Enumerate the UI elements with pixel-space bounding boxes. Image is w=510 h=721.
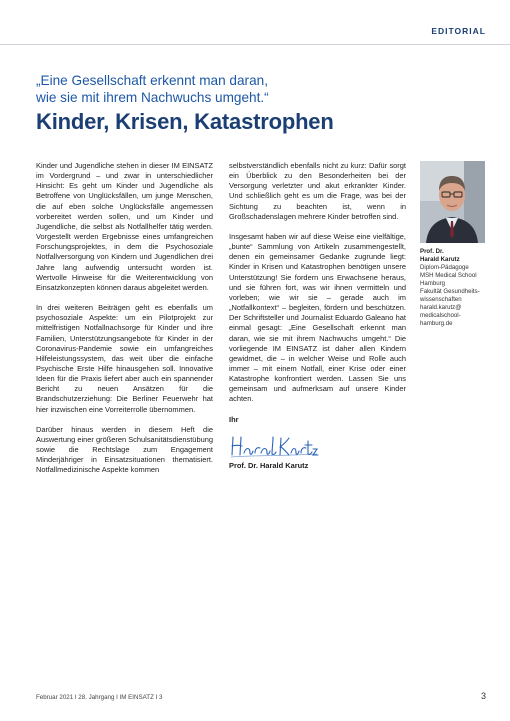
page-number: 3: [480, 691, 486, 701]
closing-greeting: Ihr: [229, 414, 239, 424]
handwritten-signature: [229, 433, 406, 459]
bio-line: MSH Medical School: [420, 272, 477, 279]
paragraph: selbstverständlich ebenfalls nicht zu kurz: Dafür sorgt ein Überblick zu den Besonderheiten bei der Versorgung verletzter und akut erkrankter Kinder. Und schließlich geht es um die Frage, was bei der Sichtung zu beachten ist, wenn in Großschadenslagen mehrere Kinder betroffen sind.: [229, 161, 406, 221]
signature-drawing: [229, 433, 319, 459]
bio-email-line: harald.karutz@: [420, 304, 462, 311]
header-divider: [0, 44, 510, 45]
bio-email-line: hamburg.de: [420, 320, 453, 327]
author-name: Prof. Dr. Harald Karutz: [229, 460, 309, 470]
bio-line: Diplom-Pädagoge: [420, 264, 469, 271]
text-column-2: [229, 161, 406, 471]
pull-quote: [36, 72, 436, 106]
issue-footer: Februar 2021 I 28. Jahrgang I IM EINSATZ I 3: [36, 694, 163, 701]
bio-line: Fakultät Gesundheits-: [420, 288, 480, 295]
paragraph: Insgesamt haben wir auf diese Weise eine vielfältige, „bunte“ Sammlung von Artikeln zusammengestellt, denen ein gemeinsamer Gedanke zugrunde liegt: Kinder in Krisen und Katastrophen benötigen unsere Unterstützung! Sie fordern uns Erwachsene heraus, und sie führen fort, was wir ihnen vermitteln und vorleben; wie wir sie – gerade auch im „Notfallkontext“ – begleiten, fördern und beschützen. Der Schriftsteller und Journalist Eduardo Galeano hat einmal gesagt: „Eine Gesellschaft erkennt man daran, wie sie mit ihrem Nachwuchs umgeht.“ Die vorliegende IM EINSATZ ist daher allen Kindern gewidmet, die – in welcher Weise und Rolle auch immer – mit einem Notfall, einer Krise oder einer Katastrophe konfrontiert werden. Lassen Sie uns gemeinsam und aufmerksam auf unsere Kinder achten.: [229, 231, 406, 404]
bio-line: wissenschaften: [420, 296, 462, 303]
section-label: EDITORIAL: [431, 26, 486, 36]
author-bio: [420, 248, 492, 328]
author-photo: [420, 161, 485, 243]
article-headline: Kinder, Krisen, Katastrophen: [36, 109, 334, 134]
bio-email-line: medicalschool-: [420, 312, 461, 319]
paragraph: Darüber hinaus werden in diesem Heft die Auswertung einer größeren Schulsanitätsdienstübung sowie die Rechtslage zum Engagement Minderjähriger in Einsatzsituationen thematisiert. Notfallmedizinische Aspekte kommen: [36, 424, 213, 475]
pull-quote-line-2: wie sie mit ihrem Nachwuchs umgeht.“: [36, 90, 269, 105]
bio-name-line-2: Harald Karutz: [420, 256, 460, 263]
pull-quote-line-1: „Eine Gesellschaft erkennt man daran,: [36, 73, 268, 88]
paragraph: Kinder und Jugendliche stehen in dieser IM EINSATZ im Vordergrund – und zwar in unterschiedlicher Hinsicht: Es geht um Kinder und Jugendliche als Betroffene von Unglücksfällen, um junge Menschen, die auf eben solche Unglücksfälle angemessen vorbereitet werden sollen, und um Kinder und Jugendliche, die selbst als Notfallhelfer tätig werden. Vorgestellt werden Ergebnisse eines umfangreichen Forschungsprojektes, in dem die Psychosoziale Notfallversorgung von Kindern und Jugendlichen drei Jahre lang aufwendig untersucht worden ist. Wertvolle Hinweise für die Weiterentwicklung von Einsatzkonzepten können daraus abgeleitet werden.: [36, 161, 213, 292]
paragraph: In drei weiteren Beiträgen geht es ebenfalls um psychosoziale Aspekte: um ein Pilotprojekt zur mittelfristigen Notfallnachsorge für Kinder und ihre Familien, Unterstützungsangebote für Kinder in der Coronavirus-Pandemie sowie ein umfangreiches Hilfeleistungssystem, das weit über die einfache Psychische Erste Hilfe hinausgehen soll. Innovative Ideen für die Praxis liefert aber auch ein spannender Bericht zu neuen Ansätzen für die Brandschutzerziehung: Die Berliner Feuerwehr hat hier inzwischen eine Vorreiterrolle übernommen.: [36, 303, 213, 414]
bio-name-line-1: Prof. Dr.: [420, 248, 444, 255]
bio-line: Hamburg: [420, 280, 446, 287]
text-column-1: [36, 161, 213, 486]
